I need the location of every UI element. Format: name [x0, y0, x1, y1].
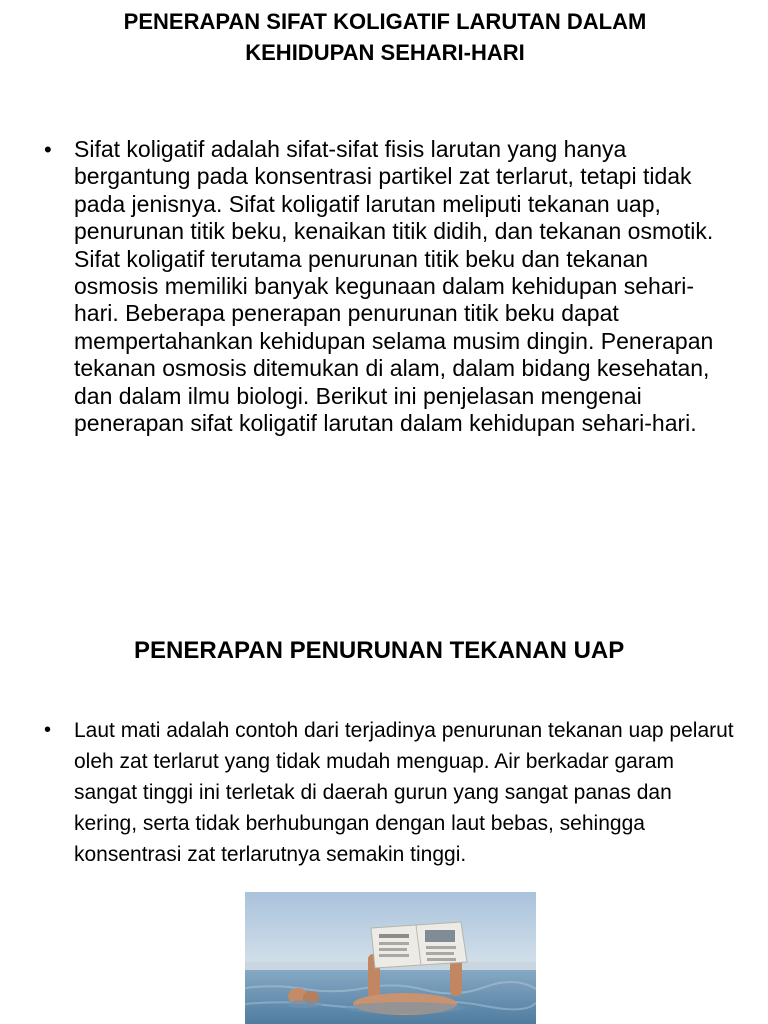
section-heading: PENERAPAN PENURUNAN TEKANAN UAP — [134, 637, 625, 664]
dead-sea-photo — [245, 892, 536, 1024]
newspaper-icon — [371, 922, 467, 968]
slide-title: PENERAPAN SIFAT KOLIGATIF LARUTAN DALAM KEHIDUPAN SEHARI-HARI — [123, 9, 647, 65]
dead-sea-paragraph — [44, 715, 734, 870]
dead-sea-text: Laut mati adalah contoh dari terjadinya penurunan tekanan uap pelarut oleh zat terlarut yang tidak mudah menguap. Air berkadar garam sangat tinggi ini terletak di daerah gurun yang sangat panas dan kering, serta tidak berhubungan dengan laut bebas, sehingga konsentrasi zat terlarutnya semakin tinggi. — [74, 719, 734, 866]
intro-text: Sifat koligatif adalah sifat-sifat fisis larutan yang hanya bergantung pada konsentrasi partikel zat terlarut, tetapi tidak pada jenisnya. Sifat koligatif larutan meliputi tekanan uap, penurunan titik beku, kenaikan titik didih, dan tekanan osmotik. Sifat koligatif terutama penurunan titik beku dan tekanan osmosis memiliki banyak kegunaan dalam kehidupan sehari-hari. Beberapa penerapan penurunan titik beku dapat mempertahankan kehidupan selama musim dingin. Penerapan tekanan osmosis ditemukan di alam, dalam bidang kesehatan, dan dalam ilmu biologi. Berikut ini penjelasan mengenai penerapan sifat koligatif larutan dalam kehidupan sehari-hari. — [74, 136, 714, 437]
intro-paragraph — [44, 136, 724, 437]
dead-sea-illustration — [245, 892, 536, 1024]
bullet-marker: • — [44, 719, 52, 741]
bullet-marker: • — [44, 137, 52, 162]
